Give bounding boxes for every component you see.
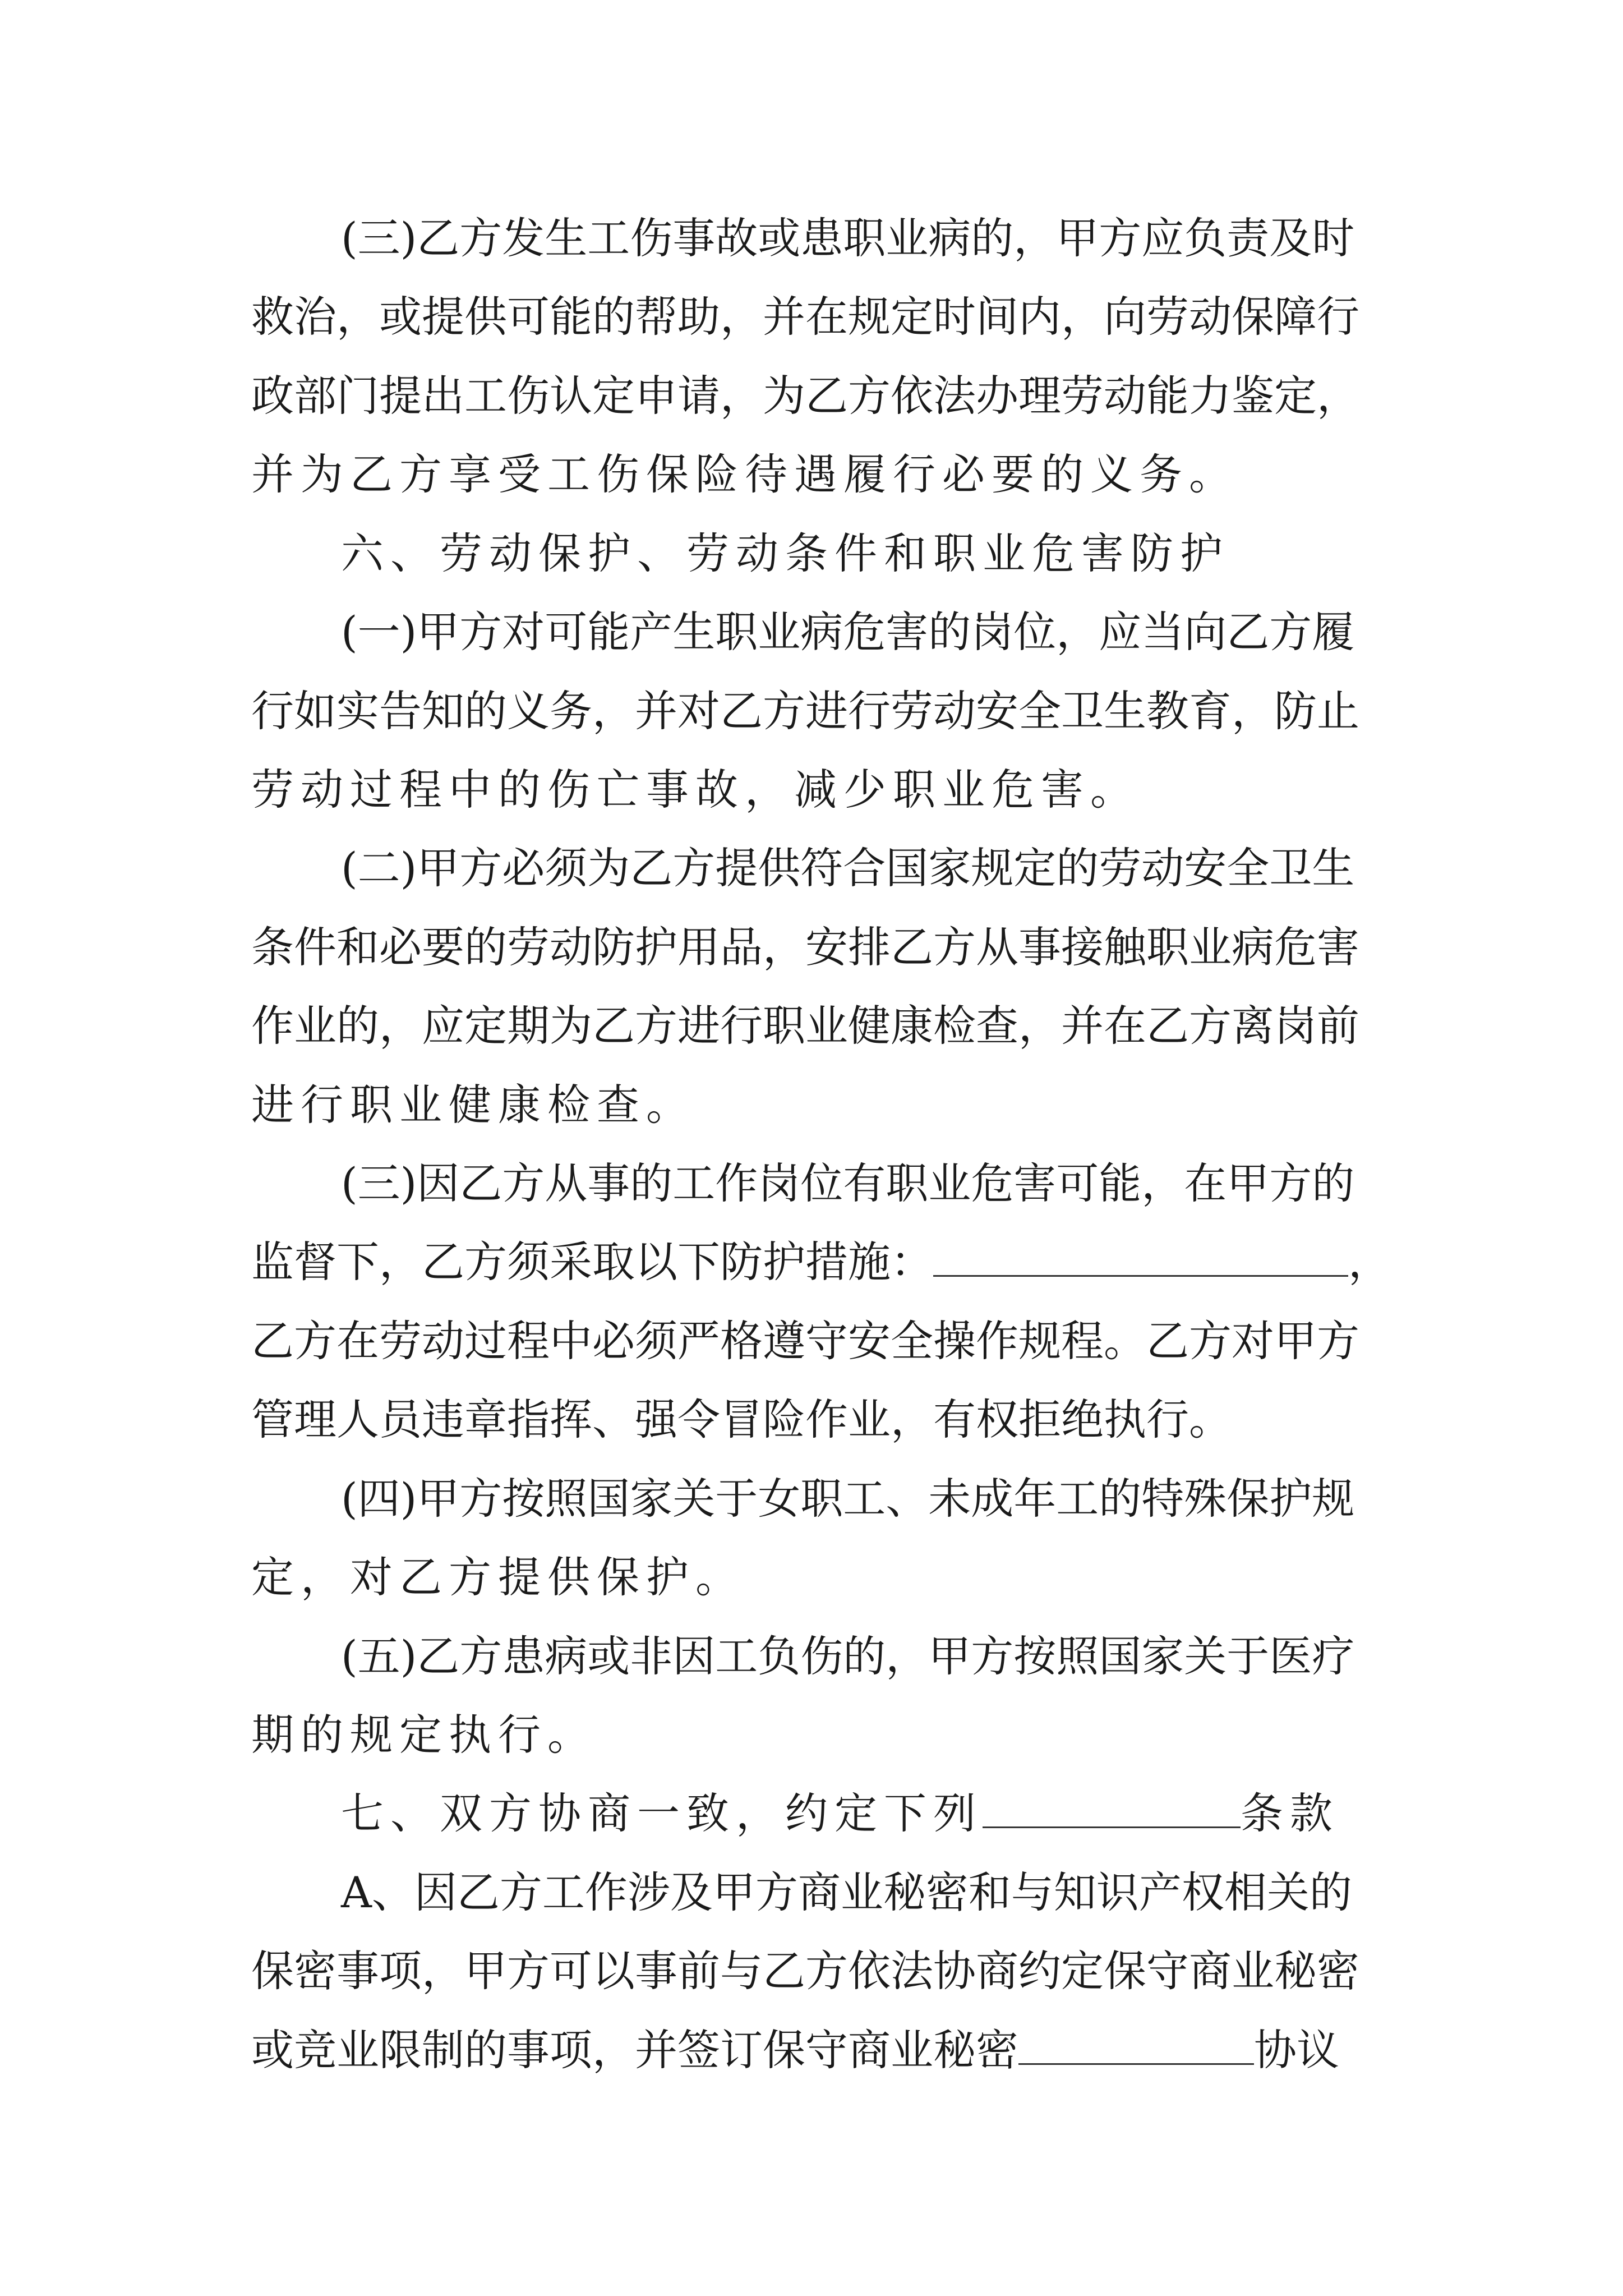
text-line: (三)因乙方从事的工作岗位有职业危害可能，在甲方的 <box>341 1158 1355 1208</box>
text-line-with-blank <box>251 1223 1391 1301</box>
fill-in-blank[interactable] <box>1018 2016 1254 2065</box>
line-text: 监督下，乙方须采取以下防护措施： <box>251 1237 933 1287</box>
heading-text-end: 条款 <box>1241 1788 1339 1838</box>
text-line: (四)甲方按照国家关于女职工、未成年工的特殊保护规 <box>341 1474 1355 1524</box>
section-heading: 六、劳动保护、劳动条件和职业危害防护 <box>341 528 1229 578</box>
text-line: 作业的，应定期为乙方进行职业健康检查，并在乙方离岗前 <box>251 1001 1359 1051</box>
fill-in-blank[interactable] <box>933 1228 1348 1277</box>
fill-in-blank[interactable] <box>983 1779 1241 1828</box>
text-line: 保密事项，甲方可以事前与乙方依法协商约定保守商业秘密 <box>251 1946 1359 1996</box>
text-line: 救治，或提供可能的帮助，并在规定时间内，向劳动保障行 <box>251 292 1359 342</box>
text-line: 劳动过程中的伤亡事故，减少职业危害。 <box>251 765 1140 815</box>
text-line: 并为乙方享受工伤保险待遇履行必要的义务。 <box>251 449 1238 499</box>
text-line: 期的规定执行。 <box>251 1710 597 1760</box>
text-line: 管理人员违章指挥、强令冒险作业，有权拒绝执行。 <box>251 1395 1232 1444</box>
text-line: 定，对乙方提供保护。 <box>251 1552 745 1602</box>
text-line: 政部门提出工伤认定申请，为乙方依法办理劳动能力鉴定， <box>251 371 1359 421</box>
line-text-end: 协议 <box>1254 2025 1339 2075</box>
text-line: 乙方在劳动过程中必须严格遵守安全操作规程。乙方对甲方 <box>251 1316 1359 1366</box>
text-line: 行如实告知的义务，并对乙方进行劳动安全卫生教育，防止 <box>251 686 1359 736</box>
text-line: (一)甲方对可能产生职业病危害的岗位，应当向乙方履 <box>341 607 1355 657</box>
text-line: (二)甲方必须为乙方提供符合国家规定的劳动安全卫生 <box>341 843 1355 893</box>
heading-text: 七、双方协商一致，约定下列 <box>341 1788 983 1838</box>
line-text: 或竞业限制的事项，并签订保守商业秘密 <box>251 2025 1018 2075</box>
text-line: (五)乙方患病或非因工负伤的，甲方按照国家关于医疗 <box>341 1631 1355 1681</box>
text-line: 条件和必要的劳动防护用品，安排乙方从事接触职业病危害 <box>251 922 1359 972</box>
line-text-end: ， <box>1348 1237 1391 1287</box>
text-line: A、因乙方工作涉及甲方商业秘密和与知识产权相关的 <box>341 1867 1352 1917</box>
section-heading-with-blank <box>341 1774 1378 1853</box>
text-line: (三)乙方发生工伤事故或患职业病的，甲方应负责及时 <box>341 213 1355 263</box>
text-line-with-blank <box>251 2011 1378 2090</box>
text-line: 进行职业健康检查。 <box>251 1080 695 1130</box>
